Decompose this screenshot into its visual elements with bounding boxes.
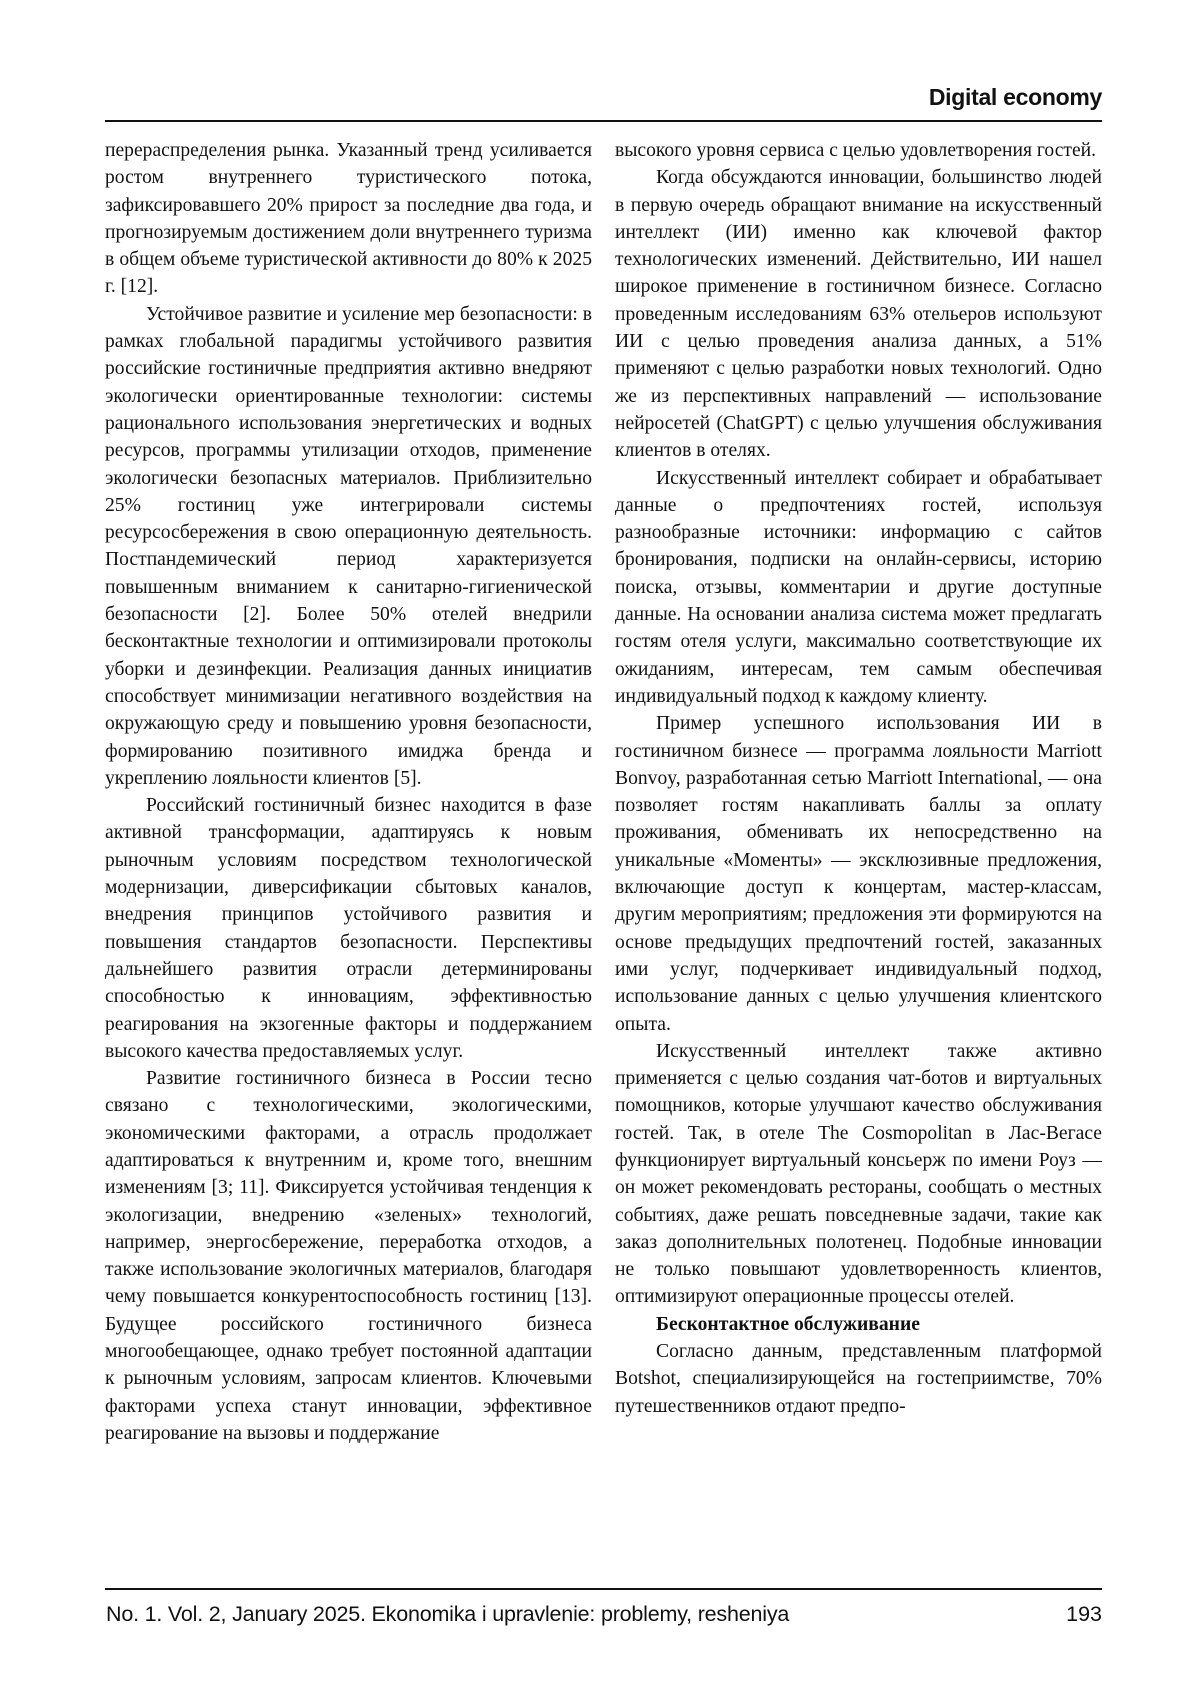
page-number: 193 <box>1066 1602 1102 1626</box>
paragraph: Российский гостиничный бизнес находится в фазе активной трансформации, адаптируясь к новым рыночным условиям посредством технологической модернизации, диверсификации сбытовых каналов, внедрения принципов устойчивого развития и повышения стандартов безопасности. Перспективы дальнейшего развития отрасли детерминированы способностью к инновациям, эффективностью реагирования на экзогенные факторы и поддержанием высокого качества предоставляемых услуг. <box>105 795 592 1062</box>
paragraph: Развитие гостиничного бизнеса в России тесно связано с технологическими, экологическими, экономическими факторами, а отрасль продолжает адаптироваться к внутренним и, кроме того, внешним изменениям [3; 11]. Фиксируется устойчивая тенденция к экологизации, внедрению «зеленых» технологий, например, энергосбережение, переработка отходов, а также использование экологичных материалов, благодаря чему повышается конкурентоспособность гостиниц [13]. Будущее российского гостиничного бизнеса многообещающее, однако требует постоянной адаптации к рыночным условиям, запросам клиентов. Ключевыми факторами успеха станут инновации, эффективное реагирование на вызовы и поддержание <box>105 1068 592 1444</box>
left-column <box>105 137 592 1447</box>
right-column <box>615 137 1102 1420</box>
header-rule <box>105 120 1102 122</box>
section-subheading: Бесконтактное обслуживание <box>656 1313 920 1335</box>
paragraph: Искусственный интеллект также активно применяется с целью создания чат-ботов и виртуальных помощников, которые улучшают качество обслуживания гостей. Так, в отеле The Cosmopolitan в Лас-Вегасе функционирует виртуальный консьерж по имени Роуз — он может рекомендовать рестораны, сообщать о местных событиях, даже решать повседневные задачи, такие как заказ дополнительных полотенец. Подобные инновации не только повышают удовлетворенность клиентов, оптимизируют операционные процессы отелей. <box>615 1040 1102 1308</box>
paragraph: Искусственный интеллект собирает и обрабатывает данные о предпочтениях гостей, используя разнообразные источники: информацию с сайтов бронирования, подписки на онлайн-сервисы, историю поиска, отзывы, комментарии и другие доступные данные. На основании анализа система может предлагать гостям отеля услуги, максимально соответствующие их ожиданиям, интересам, тем самым обеспечивая индивидуальный подход к каждому клиенту. <box>615 467 1102 707</box>
paragraph: Когда обсуждаются инновации, большинство людей в первую очередь обращают внимание на искусственный интеллект (ИИ) именно как ключевой фактор технологических изменений. Действительно, ИИ нашел широкое применение в гостиничном бизнесе. Согласно проведенным исследованиям 63% отельеров используют ИИ с целью проведения анализа данных, а 51% применяют с целью разработки новых технологий. Одно же из перспективных направлений — использование нейросетей (ChatGPT) с целью улучшения обслуживания клиентов в отелях. <box>615 167 1102 462</box>
paragraph: Согласно данным, представленным платформой Botshot, специализирующейся на гостеприимстве, 70% путешественников отдают предпо- <box>615 1341 1102 1417</box>
paragraph-continued: перераспределения рынка. Указанный тренд усиливается ростом внутреннего туристического потока, зафиксировавшего 20% прирост за последние два года, и прогнозируемым достижением доли внутреннего туризма в общем объеме туристической активности до 80% к 2025 г. [12]. <box>105 140 592 298</box>
footer-citation: No. 1. Vol. 2, January 2025. Ekonomika i upravlenie: problemy, resheniya <box>106 1602 790 1626</box>
paragraph: Пример успешного использования ИИ в гостиничном бизнесе — программа лояльности Marriott Bonvoy, разработанная сетью Marriott International, — она позволяет гостям накапливать баллы за оплату проживания, обменивать их непосредственно на уникальные «Моменты» — эксклюзивные предложения, включающие доступ к концертам, мастер-классам, другим мероприятиям; предложения эти формируются на основе предыдущих предпочтений гостей, заказанных ими услуг, подчеркивает индивидуальный подход, использование данных с целью улучшения клиентского опыта. <box>615 713 1102 1035</box>
running-head: Digital economy <box>928 84 1102 110</box>
paragraph: Устойчивое развитие и усиление мер безопасности: в рамках глобальной парадигмы устойчивого развития российские гостиничные предприятия активно внедряют экологически ориентированные технологии: системы рационального использования энергетических и водных ресурсов, программы утилизации отходов, применение экологически безопасных материалов. Приблизительно 25% гостиниц уже интегрировали системы ресурсосбережения в свою операционную деятельность. Постпандемический период характеризуется повышенным вниманием к санитарно-гигиенической безопасности [2]. Более 50% отелей внедрили бесконтактные технологии и оптимизировали протоколы уборки и дезинфекции. Реализация данных инициатив способствует минимизации негативного воздействия на окружающую среду и повышению уровня безопасности, формированию позитивного имиджа бренда и укреплению лояльности клиентов [5]. <box>105 303 592 789</box>
footer-rule <box>105 1588 1102 1590</box>
paragraph-continued: высокого уровня сервиса с целью удовлетворения гостей. <box>615 140 1097 161</box>
